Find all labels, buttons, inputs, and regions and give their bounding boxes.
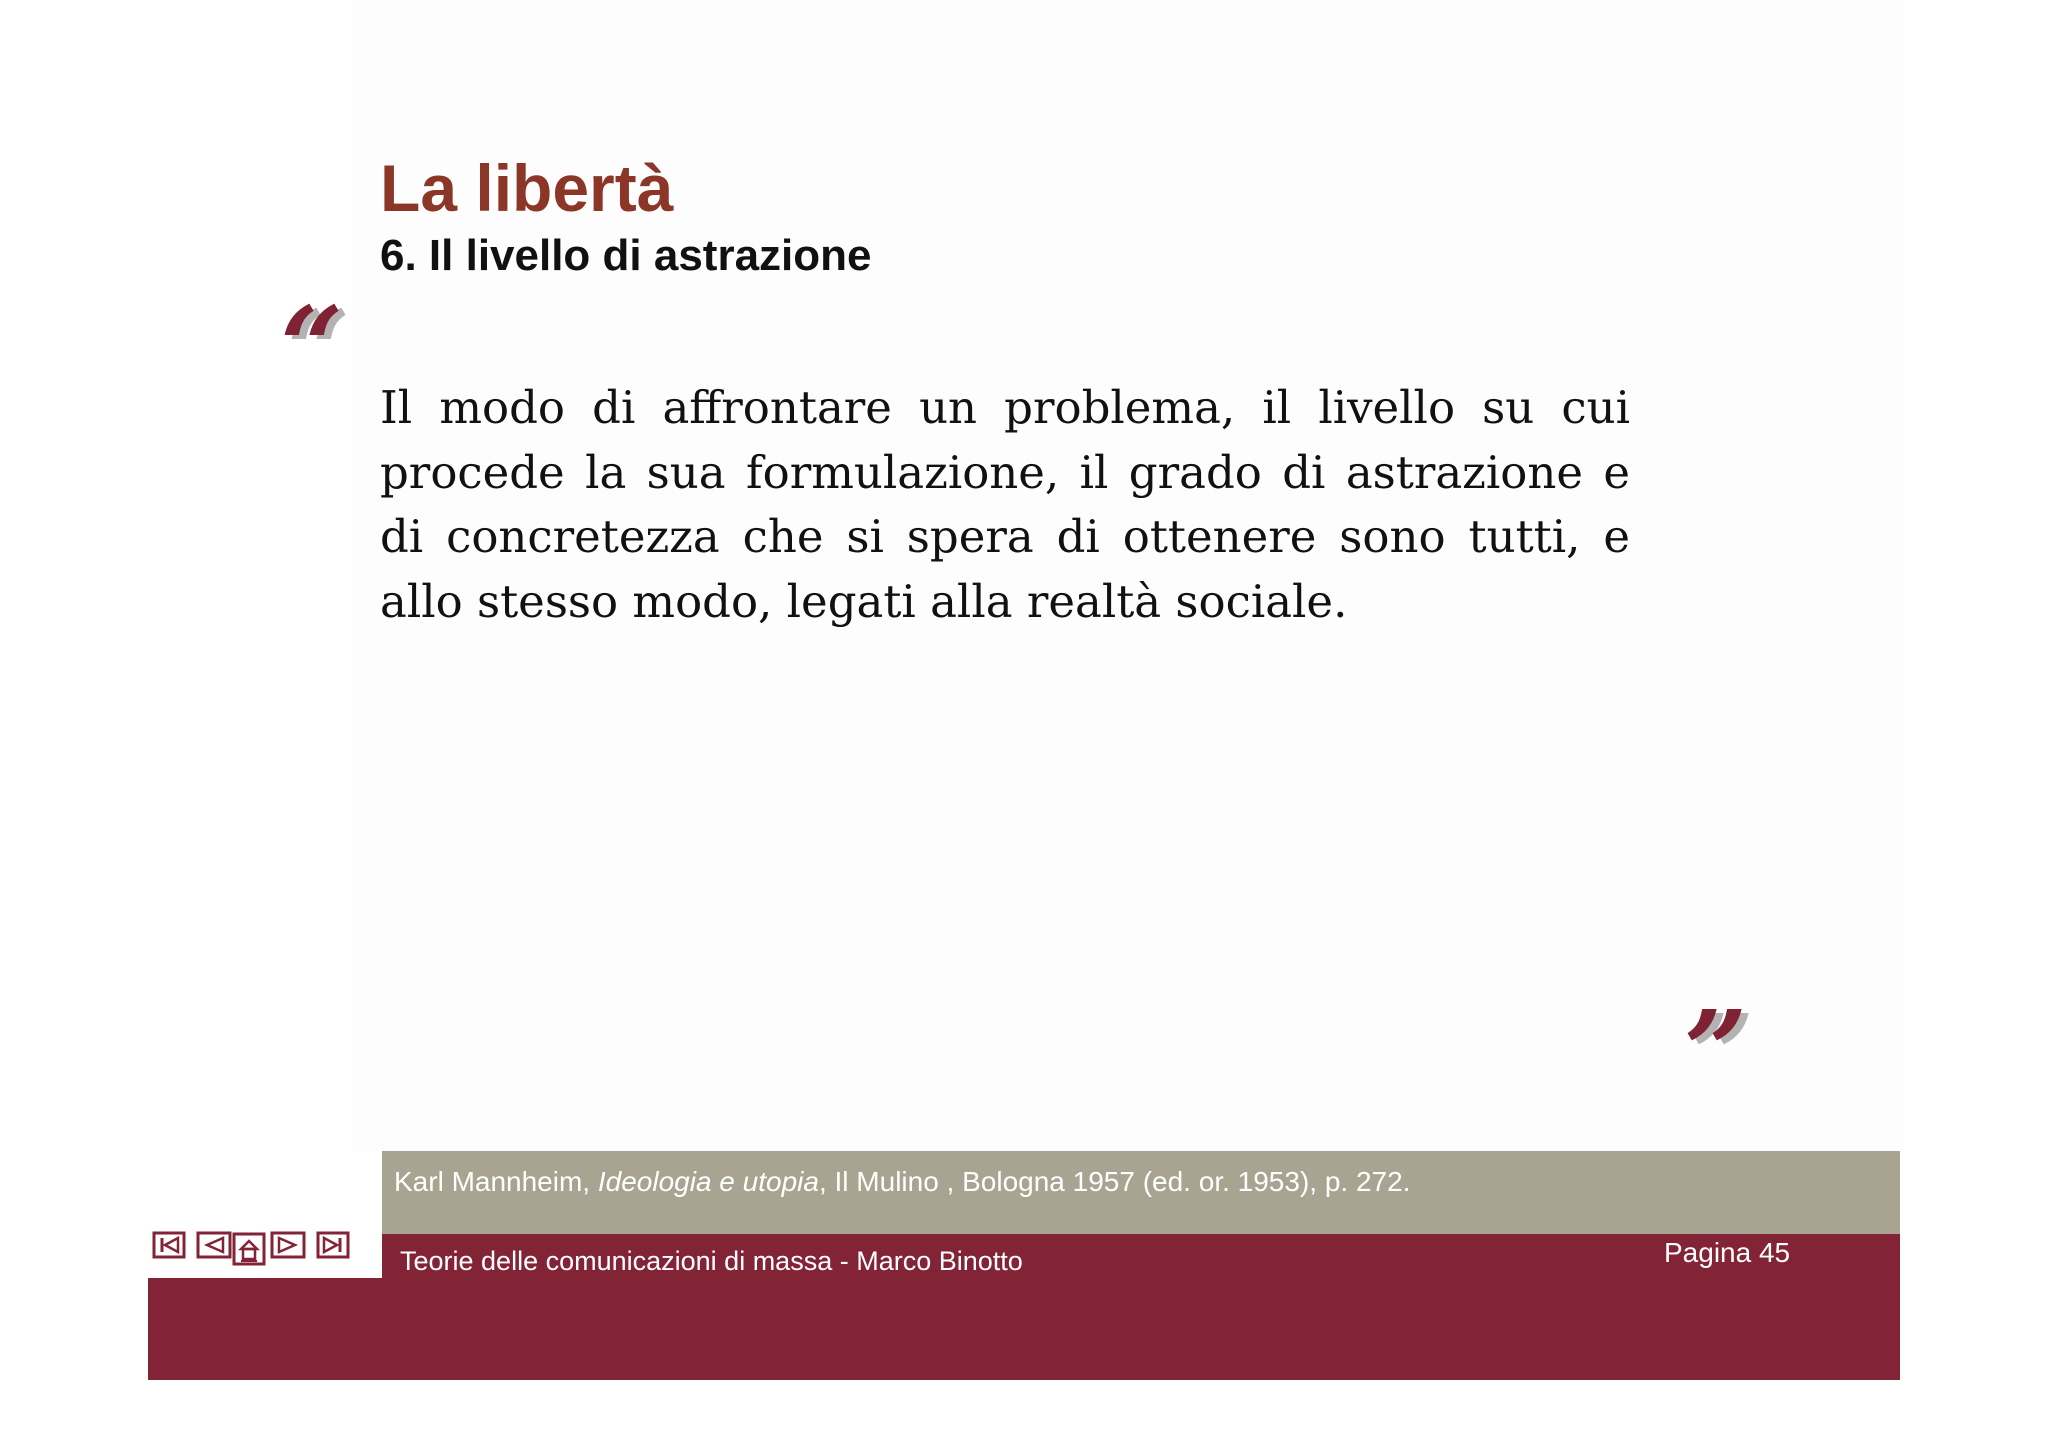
slide-subtitle: 6. Il livello di astrazione <box>380 231 872 280</box>
previous-page-icon[interactable] <box>196 1230 232 1260</box>
quote-text: Il modo di affrontare un problema, il livello su cui procede la sua formulazione, il grado di astrazione e di concretezza che si spera di ottenere sono tutti, e allo stesso modo, legati alla realtà sociale. <box>380 381 1630 628</box>
citation-author: Karl Mannheim, <box>394 1166 598 1197</box>
close-quote-icon: ” <box>1684 986 1748 1115</box>
last-page-icon[interactable] <box>316 1230 350 1260</box>
page-number: Pagina 45 <box>1664 1237 1791 1268</box>
citation-bar <box>382 1151 1900 1234</box>
citation-work: Ideologia e utopia <box>597 1166 819 1197</box>
home-icon[interactable] <box>232 1232 266 1262</box>
open-quote-icon: “ <box>280 282 344 411</box>
citation <box>394 1165 1410 1199</box>
footer-course-title: Teorie delle comunicazioni di massa - Marco Binotto <box>400 1246 1023 1276</box>
next-page-icon[interactable] <box>270 1230 306 1260</box>
first-page-icon[interactable] <box>152 1230 186 1260</box>
slide-title: La libertà <box>380 151 674 225</box>
citation-details: , Il Mulino , Bologna 1957 (ed. or. 1953), p. 272. <box>818 1166 1411 1197</box>
